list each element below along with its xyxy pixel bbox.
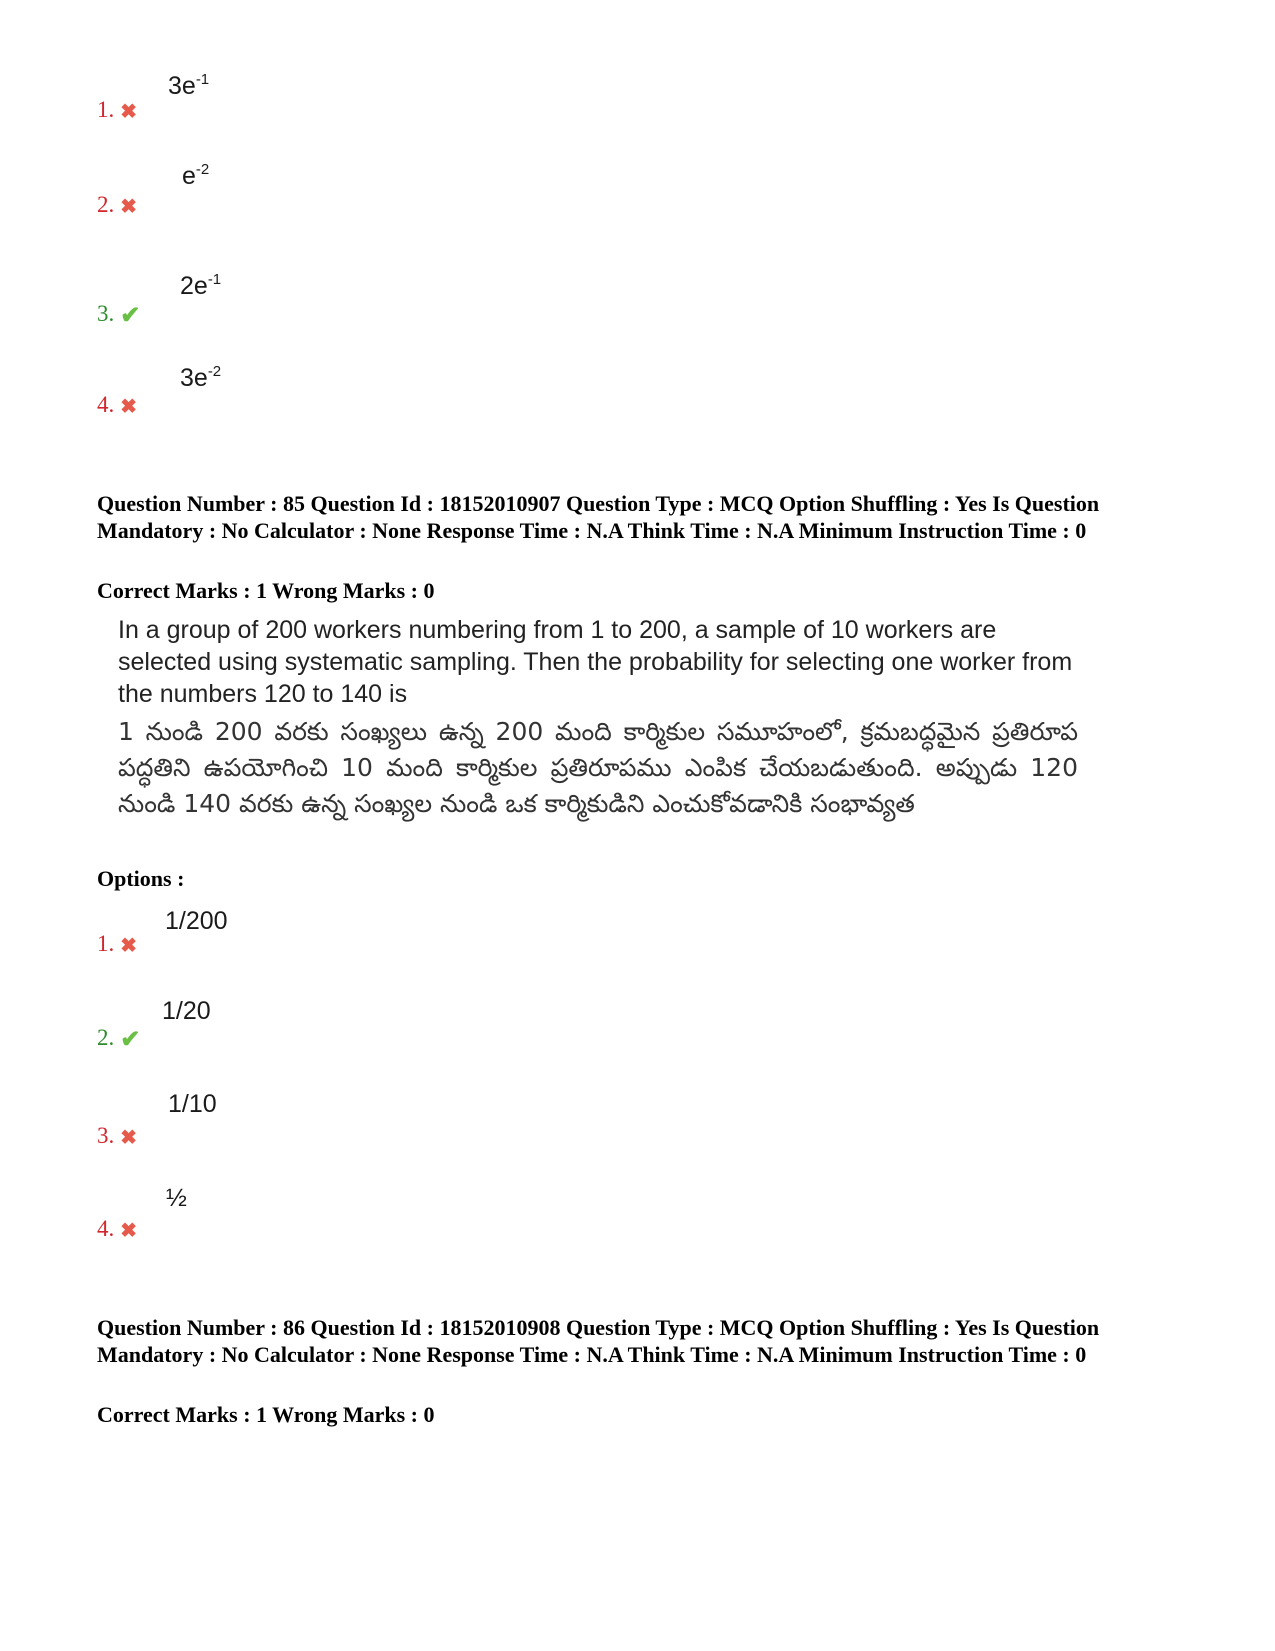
- option-value: ½: [166, 1184, 187, 1212]
- option-value: $e^{-2}$: [182, 161, 210, 190]
- option-value: $2e^{-1}$: [180, 271, 222, 300]
- option-value: $3e^{-2}$: [180, 363, 222, 392]
- question-marks: Correct Marks : 1 Wrong Marks : 0: [97, 1402, 435, 1427]
- cross-icon: ✖: [120, 395, 138, 418]
- option-number: 4. ✖: [97, 392, 138, 418]
- question-text-english: In a group of 200 workers numbering from 1 to 200, a sample of 10 workers are selected using systematic sampling. Then the probability for selecting one worker from the numbers 120 to 140 is: [118, 616, 1073, 708]
- option-number: 3. ✔: [97, 301, 141, 329]
- option-number: 1. ✖: [97, 931, 138, 957]
- option-number: 4. ✖: [97, 1216, 138, 1242]
- question-text-telugu: 1 నుండి 200 వరకు సంఖ్యలు ఉన్న 200 మంది కార్మికుల సమూహంలో, క్రమబద్ధమైన ప్రతిరూప పద్ధతిని ఉపయోగించి 10 మంది కార్మికుల ప్రతిరూపము ఎంపిక చేయబడుతుంది. అప్పుడు 120 నుండి 140 వరకు ఉన్న సంఖ్యల నుండి ఒక కార్మికుడిని ఎంచుకోవడానికి సంభావ్యత: [118, 717, 1078, 818]
- question-meta: Question Number : 85 Question Id : 18152010907 Question Type : MCQ Option Shuffling : Yes Is Question Mandatory : No Calculator : None Response Time : N.A Think Time : N.A Minimum Instruction Time : 0: [97, 491, 1100, 543]
- cross-icon: ✖: [120, 195, 138, 218]
- question-marks: Correct Marks : 1 Wrong Marks : 0: [97, 578, 435, 603]
- option-number: 2. ✖: [97, 192, 138, 218]
- cross-icon: ✖: [120, 100, 138, 123]
- question-meta: Question Number : 86 Question Id : 18152010908 Question Type : MCQ Option Shuffling : Yes Is Question Mandatory : No Calculator : None Response Time : N.A Think Time : N.A Minimum Instruction Time : 0: [97, 1315, 1100, 1367]
- option-value: $3e^{-1}$: [168, 71, 210, 100]
- option-number: 1. ✖: [97, 97, 138, 123]
- option-value: 1/200: [165, 907, 228, 935]
- option-value: 1/20: [162, 997, 211, 1025]
- option-number: 2. ✔: [97, 1025, 141, 1053]
- check-icon: ✔: [120, 1026, 141, 1053]
- option-number: 3. ✖: [97, 1123, 138, 1149]
- cross-icon: ✖: [120, 934, 138, 957]
- check-icon: ✔: [120, 302, 141, 329]
- cross-icon: ✖: [120, 1219, 138, 1242]
- options-label: Options :: [97, 866, 185, 891]
- option-value: 1/10: [168, 1090, 217, 1118]
- cross-icon: ✖: [120, 1126, 138, 1149]
